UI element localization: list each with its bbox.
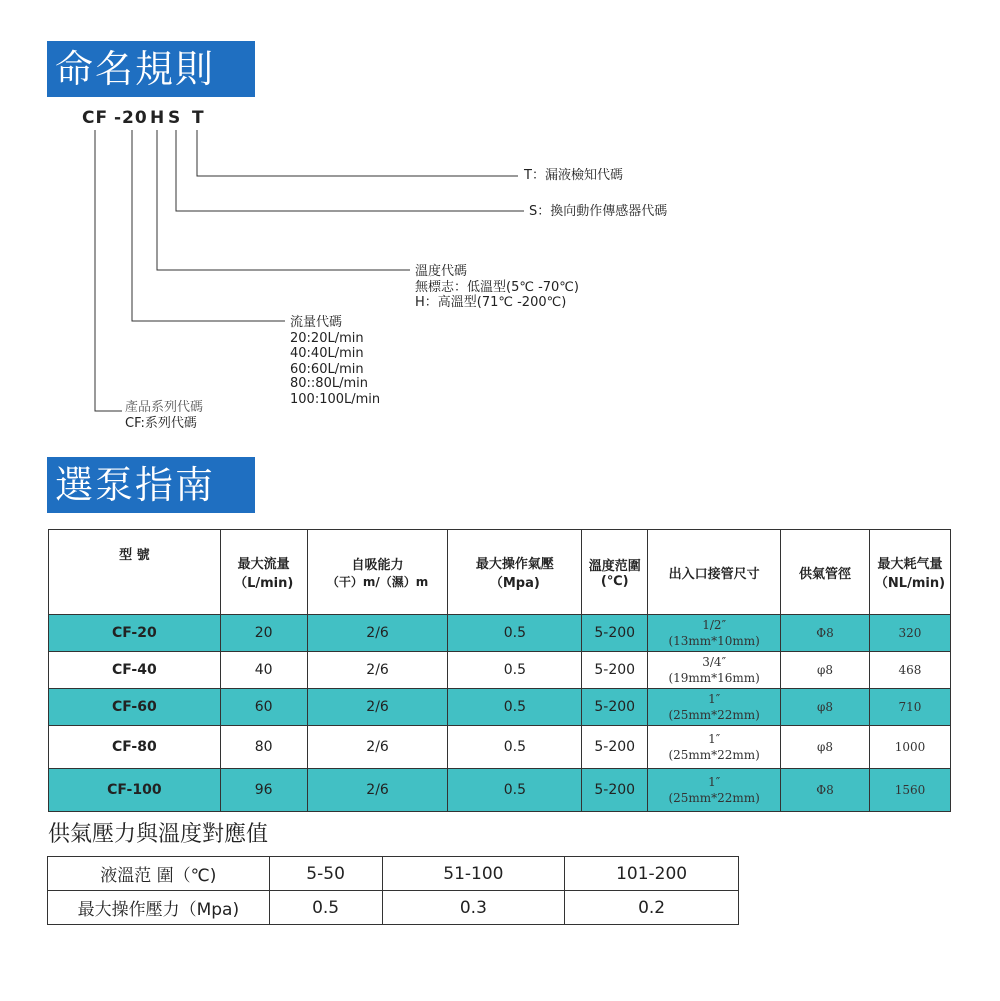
pump-selection-table bbox=[48, 529, 951, 812]
cell-value: 0.5 bbox=[269, 891, 382, 925]
table-row bbox=[49, 615, 951, 652]
flow-code-line: 40:40L/min bbox=[290, 346, 364, 361]
cell-model: CF-80 bbox=[49, 726, 221, 769]
flow-code-line: 20:20L/min bbox=[290, 330, 364, 346]
code-temp: H bbox=[150, 108, 166, 128]
table-header-row bbox=[49, 530, 951, 615]
cell-temp: 5-200 bbox=[582, 769, 648, 812]
code-flow: -20 bbox=[114, 108, 148, 128]
temp-code-line: 溫度代碼 bbox=[415, 264, 468, 279]
supply-pressure-title: 供氣壓力與溫度對應值 bbox=[48, 822, 269, 847]
cell-pipe: φ8 bbox=[781, 652, 870, 689]
header-air-consumption: 最大耗气量 （NL/min) bbox=[869, 530, 950, 615]
cell-suction: 2/6 bbox=[307, 652, 448, 689]
cell-pipe: Φ8 bbox=[781, 615, 870, 652]
flow-code-line: 60:60L/min bbox=[290, 361, 364, 377]
cell-air: 1000 bbox=[869, 726, 950, 769]
header-air-pipe: 供氣管徑 bbox=[781, 530, 870, 615]
cell-pressure: 0.5 bbox=[448, 615, 582, 652]
series-code-note bbox=[125, 400, 203, 431]
cell-value: 0.3 bbox=[382, 891, 565, 925]
cell-air: 1560 bbox=[869, 769, 950, 812]
temp-code-note bbox=[415, 264, 579, 311]
pump-guide-banner bbox=[47, 457, 255, 513]
cell-pipe: φ8 bbox=[781, 726, 870, 769]
cell-port: 1″ (25mm*22mm) bbox=[648, 689, 781, 726]
code-sensor: S bbox=[168, 108, 182, 128]
header-temp-range: 溫度范圍 (℃) bbox=[582, 530, 648, 615]
cell-pipe: φ8 bbox=[781, 689, 870, 726]
header-model: 型 號 bbox=[49, 530, 221, 615]
table-row bbox=[48, 891, 739, 925]
sensor-code-note: S：換向動作傳感器代碼 bbox=[529, 204, 668, 219]
cell-temp: 5-200 bbox=[582, 652, 648, 689]
cell-air: 468 bbox=[869, 652, 950, 689]
table-row bbox=[49, 769, 951, 812]
cell-pressure: 0.5 bbox=[448, 652, 582, 689]
cell-flow: 60 bbox=[220, 689, 307, 726]
cell-model: CF-40 bbox=[49, 652, 221, 689]
header-suction: 自吸能力 （干）m/（濕）m bbox=[307, 530, 448, 615]
pump-guide-title: 選泵指南 bbox=[55, 463, 216, 507]
cell-port: 3/4″ (19mm*16mm) bbox=[648, 652, 781, 689]
temp-code-line: 無標志：低溫型(5℃ -70℃) bbox=[415, 279, 579, 295]
series-code-line: 產品系列代碼 bbox=[125, 400, 204, 415]
cell-air: 320 bbox=[869, 615, 950, 652]
connector-lines bbox=[0, 0, 1000, 460]
cell-model: CF-100 bbox=[49, 769, 221, 812]
flow-code-note bbox=[290, 315, 380, 407]
series-code-line: CF:系列代碼 bbox=[125, 415, 197, 431]
header-max-flow: 最大流量 （L/min) bbox=[220, 530, 307, 615]
cell-suction: 2/6 bbox=[307, 615, 448, 652]
cell-port: 1″ (25mm*22mm) bbox=[648, 726, 781, 769]
cell-value: 0.2 bbox=[565, 891, 739, 925]
naming-rules-title: 命名規則 bbox=[55, 47, 216, 91]
cell-pressure: 0.5 bbox=[448, 689, 582, 726]
cell-port: 1/2″ (13mm*10mm) bbox=[648, 615, 781, 652]
cell-suction: 2/6 bbox=[307, 769, 448, 812]
cell-flow: 96 bbox=[220, 769, 307, 812]
code-leak: T bbox=[192, 108, 205, 128]
cell-temp: 5-200 bbox=[582, 726, 648, 769]
cell-model: CF-60 bbox=[49, 689, 221, 726]
cell-suction: 2/6 bbox=[307, 689, 448, 726]
cell-flow: 40 bbox=[220, 652, 307, 689]
cell-suction: 2/6 bbox=[307, 726, 448, 769]
leak-code-note: T：漏液檢知代碼 bbox=[524, 168, 623, 183]
code-series: CF bbox=[82, 108, 109, 128]
table-row bbox=[48, 857, 739, 891]
cell-port: 1″ (25mm*22mm) bbox=[648, 769, 781, 812]
table-row bbox=[49, 689, 951, 726]
cell-pipe: Φ8 bbox=[781, 769, 870, 812]
cell-label: 液溫范 圍（℃) bbox=[48, 857, 270, 891]
cell-temp: 5-200 bbox=[582, 689, 648, 726]
header-max-pressure: 最大操作氣壓 （Mpa) bbox=[448, 530, 582, 615]
cell-model: CF-20 bbox=[49, 615, 221, 652]
cell-pressure: 0.5 bbox=[448, 726, 582, 769]
table-row bbox=[49, 726, 951, 769]
cell-flow: 80 bbox=[220, 726, 307, 769]
cell-air: 710 bbox=[869, 689, 950, 726]
cell-pressure: 0.5 bbox=[448, 769, 582, 812]
cell-temp: 5-200 bbox=[582, 615, 648, 652]
flow-code-line: 80::80L/min bbox=[290, 376, 368, 391]
flow-code-line: 流量代碼 bbox=[290, 315, 343, 330]
cell-value: 101-200 bbox=[565, 857, 739, 891]
temp-code-line: H：高溫型(71℃ -200℃) bbox=[415, 295, 567, 310]
supply-pressure-table bbox=[47, 856, 739, 925]
header-port-size: 出入口接管尺寸 bbox=[648, 530, 781, 615]
flow-code-line: 100:100L/min bbox=[290, 391, 381, 407]
cell-label: 最大操作壓力（Mpa) bbox=[48, 891, 270, 925]
cell-value: 51-100 bbox=[382, 857, 565, 891]
cell-flow: 20 bbox=[220, 615, 307, 652]
cell-value: 5-50 bbox=[269, 857, 382, 891]
table-row bbox=[49, 652, 951, 689]
